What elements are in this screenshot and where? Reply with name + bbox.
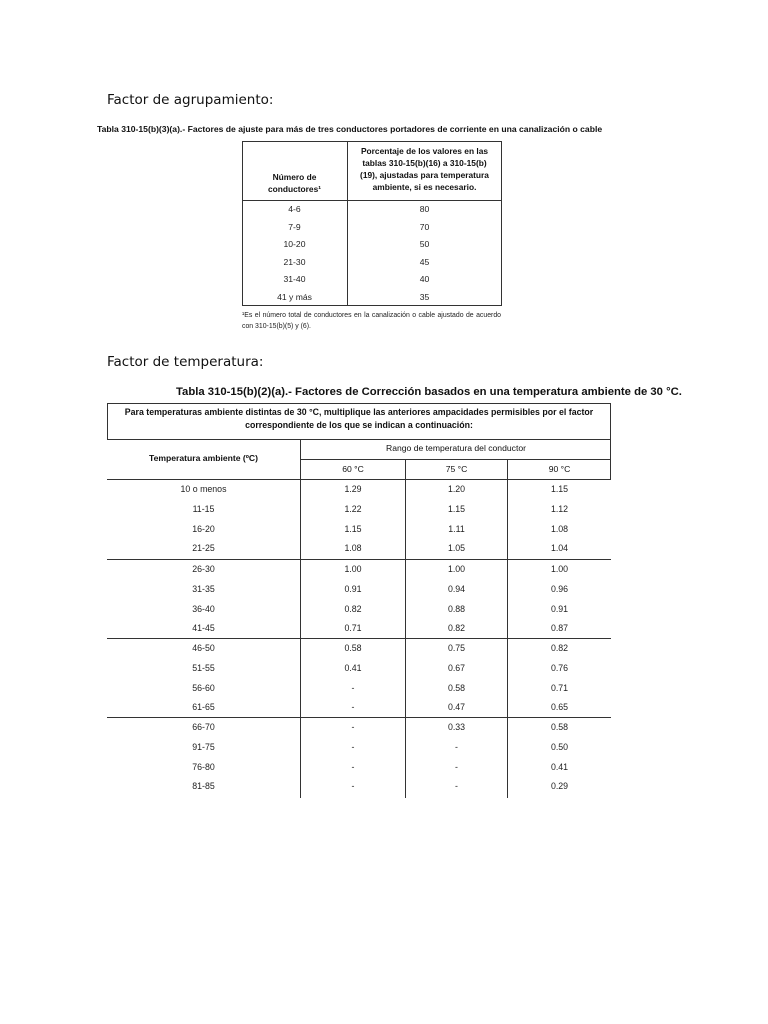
factor-90c: 0.82 (550, 643, 569, 653)
header-conductor-range: Rango de temperatura del conductor (386, 443, 526, 453)
table2-intro-divider (107, 439, 611, 440)
factor-75c: 1.20 (447, 484, 466, 494)
ambient-range: 56-60 (192, 682, 215, 693)
ambient-range: 21-25 (192, 543, 215, 554)
table-row (242, 237, 501, 255)
ambient-range: 46-50 (192, 643, 215, 653)
factor-90c: 0.96 (550, 583, 569, 594)
table-row (107, 620, 611, 640)
header-line: ambiente, si es necesario. (372, 182, 477, 192)
factor-75c: 0.75 (447, 643, 466, 653)
factor-90c: 0.65 (550, 702, 569, 713)
table-row (107, 521, 611, 541)
factor-75c: - (455, 781, 458, 792)
table-row (107, 680, 611, 700)
conductor-count: 4-6 (288, 204, 301, 214)
ambient-range: 81-85 (192, 781, 215, 792)
table-row (107, 601, 611, 621)
table-row (107, 561, 611, 581)
header-line: Porcentaje de los valores en las (360, 146, 489, 156)
section-heading-grouping: Factor de agrupamiento: (107, 92, 274, 108)
ambient-range: 26-30 (192, 564, 215, 574)
factor-75c: - (455, 741, 458, 752)
row-group (107, 719, 611, 798)
factor-60c: 0.91 (344, 583, 362, 594)
table-row (242, 290, 501, 308)
factor-60c: 1.15 (344, 523, 362, 534)
table-row (242, 272, 501, 290)
percentage-value: 50 (419, 239, 430, 250)
table1-footnote: ¹Es el número total de conductores en la canalización o cable ajustado de acuerdo con 310-15(b)(5) y (6). (242, 312, 501, 330)
ambient-range: 16-20 (192, 523, 215, 534)
table1-caption: Tabla 310-15(b)(3)(a).- Factores de ajuste para más de tres conductores portadores de corriente en una canalización o cable (97, 124, 603, 134)
table1-header-conductors (242, 171, 347, 195)
header-line: Número de (272, 172, 317, 182)
factor-60c: - (351, 781, 355, 792)
row-group (107, 640, 611, 719)
row-group (107, 481, 611, 560)
factor-60c: 0.82 (344, 603, 362, 614)
factor-90c: 1.08 (550, 523, 569, 534)
table-row (107, 739, 611, 759)
table-row (107, 481, 611, 501)
conductor-count: 41 y más (277, 291, 312, 302)
temperature-correction-table (107, 403, 611, 798)
factor-75c: 0.82 (447, 623, 466, 634)
header-ambient-temperature: Temperatura ambiente (ºC) (149, 453, 258, 463)
factor-60c: 0.71 (344, 623, 362, 634)
factor-90c: 1.12 (550, 503, 569, 514)
table-row (107, 501, 611, 521)
factor-60c: 0.58 (344, 643, 362, 653)
header-line: tablas 310-15(b)(16) a 310-15(b) (362, 158, 487, 168)
header-75c: 75 °C (445, 464, 468, 474)
factor-75c: 0.67 (447, 662, 466, 673)
table-row (242, 255, 501, 273)
ambient-range: 51-55 (192, 662, 215, 673)
table-row (242, 220, 501, 238)
ambient-range: 61-65 (192, 702, 215, 713)
conductor-count: 21-30 (283, 256, 306, 267)
table2-intro (107, 406, 611, 432)
factor-60c: 1.00 (344, 564, 362, 574)
table2-range-divider (301, 459, 611, 460)
table-row (107, 759, 611, 779)
factor-75c: 0.58 (447, 682, 466, 693)
factor-90c: 1.04 (550, 543, 569, 554)
ambient-range: 11-15 (192, 503, 215, 514)
factor-60c: - (351, 761, 355, 772)
factor-60c: - (351, 741, 355, 752)
ambient-range: 91-75 (192, 741, 215, 752)
factor-75c: 0.88 (447, 603, 466, 614)
table-row (107, 660, 611, 680)
grouping-factor-table (242, 141, 501, 306)
factor-60c: - (351, 682, 355, 693)
factor-60c: - (351, 702, 355, 713)
table2-header-divider (107, 479, 611, 480)
section-heading-temperature: Factor de temperatura: (107, 354, 264, 370)
percentage-value: 35 (419, 291, 430, 302)
header-60c: 60 °C (342, 464, 364, 474)
table-row (107, 540, 611, 560)
table1-header-percentage (348, 145, 501, 193)
header-line: conductores¹ (267, 184, 322, 194)
header-line: (19), ajustadas para temperatura (360, 170, 489, 180)
ambient-range: 66-70 (192, 722, 215, 732)
ambient-range: 31-35 (192, 583, 215, 594)
factor-90c: 0.91 (550, 603, 569, 614)
percentage-value: 70 (419, 221, 430, 232)
factor-60c: 1.08 (344, 543, 362, 554)
ambient-range: 36-40 (192, 603, 215, 614)
row-group (107, 561, 611, 640)
intro-line: correspondiente de los que se indican a continuación: (245, 420, 473, 430)
header-90c: 90 °C (548, 464, 571, 474)
table-row (107, 778, 611, 798)
conductor-count: 31-40 (283, 274, 306, 285)
factor-90c: 0.58 (550, 722, 569, 732)
ambient-range: 76-80 (192, 761, 215, 772)
ambient-range: 10 o menos (180, 484, 227, 494)
factor-60c: 1.29 (344, 484, 362, 494)
factor-75c: 0.47 (447, 702, 466, 713)
factor-60c: - (351, 722, 355, 732)
table-row (107, 699, 611, 719)
factor-90c: 1.15 (550, 484, 569, 494)
factor-75c: 1.00 (447, 564, 466, 574)
factor-90c: 0.41 (550, 761, 569, 772)
conductor-count: 7-9 (288, 221, 301, 232)
factor-75c: - (455, 761, 458, 772)
percentage-value: 40 (419, 274, 430, 285)
factor-60c: 0.41 (344, 662, 362, 673)
table-row (107, 640, 611, 660)
factor-75c: 1.15 (447, 503, 466, 514)
table-row (107, 719, 611, 739)
factor-90c: 0.76 (550, 662, 569, 673)
factor-90c: 0.71 (550, 682, 569, 693)
conductor-count: 10-20 (283, 239, 306, 250)
factor-90c: 0.50 (550, 741, 569, 752)
factor-75c: 0.94 (447, 583, 466, 594)
percentage-value: 80 (419, 204, 430, 214)
table1-header-divider (242, 200, 501, 201)
factor-90c: 0.87 (550, 623, 569, 634)
table2-top-border (107, 403, 611, 404)
table1-top-border (242, 141, 501, 142)
table-row (107, 581, 611, 601)
percentage-value: 45 (419, 256, 430, 267)
factor-75c: 1.11 (448, 523, 465, 534)
factor-75c: 1.05 (447, 543, 466, 554)
table2-caption: Tabla 310-15(b)(2)(a).- Factores de Corrección basados en una temperatura ambiente de 30 °C. (176, 386, 682, 398)
table1-body (242, 202, 501, 308)
table-row (242, 202, 501, 220)
factor-90c: 1.00 (550, 564, 569, 574)
intro-line: Para temperaturas ambiente distintas de 30 °C, multiplique las anteriores ampacidades permisibles por el factor (124, 407, 594, 417)
factor-90c: 0.29 (550, 781, 569, 792)
factor-75c: 0.33 (447, 722, 466, 732)
ambient-range: 41-45 (192, 623, 215, 634)
factor-60c: 1.22 (344, 503, 362, 514)
